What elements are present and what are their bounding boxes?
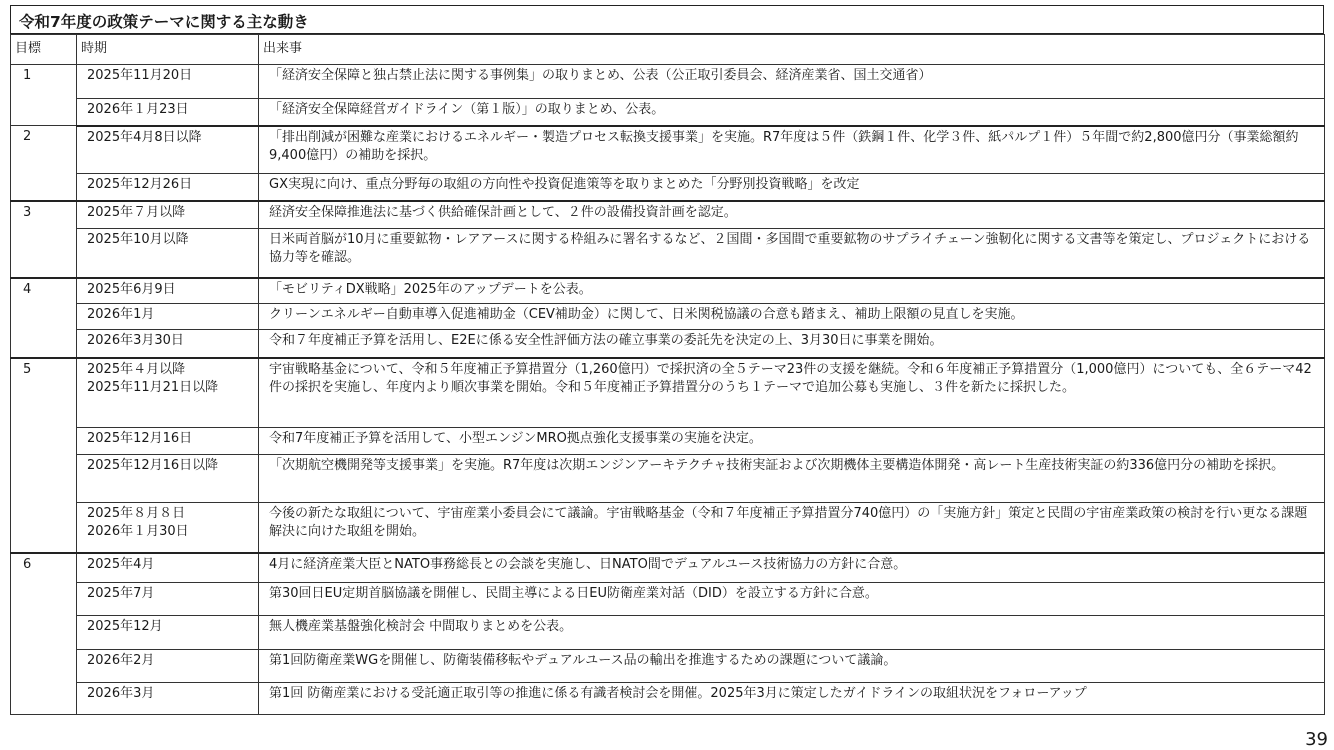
event-cell: 「次期航空機開発等支援事業」を実施。R7年度は次期エンジンアーキテクチャ技術実証および次期機体主要構造体開発・高レート生産技術実証の約336億円分の補助を採択。	[259, 455, 1325, 503]
period-cell: 2025年７月以降	[77, 201, 259, 229]
period-cell: 2025年10月以降	[77, 229, 259, 278]
event-cell: 4月に経済産業大臣とNATO事務総長との会談を実施し、日NATO間でデュアルユース技術協力の方針に合意。	[259, 553, 1325, 583]
period-cell: 2025年11月20日	[77, 65, 259, 99]
event-cell: 「排出削減が困難な産業におけるエネルギー・製造プロセス転換支援事業」を実施。R7年度は５件（鉄鋼１件、化学３件、紙パルプ１件）５年間で約2,800億円分（事業総額約9,400億円）の補助を採択。	[259, 126, 1325, 174]
table-row	[11, 278, 1325, 304]
period-cell: 2025年８月８日 2026年１月30日	[77, 503, 259, 553]
table-row	[11, 650, 1325, 683]
table-row	[11, 330, 1325, 358]
goal-cell: 1	[11, 65, 77, 126]
table-row	[11, 455, 1325, 503]
period-cell: 2025年12月16日	[77, 428, 259, 455]
table-header-row	[11, 35, 1325, 65]
table-row	[11, 683, 1325, 715]
event-cell: クリーンエネルギー自動車導入促進補助金（CEV補助金）に関して、日米関税協議の合意も踏まえ、補助上限額の見直しを実施。	[259, 304, 1325, 330]
event-cell: 「モビリティDX戦略」2025年のアップデートを公表。	[259, 278, 1325, 304]
period-cell: 2026年3月30日	[77, 330, 259, 358]
event-cell: 今後の新たな取組について、宇宙産業小委員会にて議論。宇宙戦略基金（令和７年度補正予算措置分740億円）の「実施方針」策定と民間の宇宙産業政策の検討を行い更なる課題解決に向けた取組を開始。	[259, 503, 1325, 553]
table-row	[11, 229, 1325, 278]
event-cell: 第1回防衛産業WGを開催し、防衛装備移転やデュアルユース品の輸出を推進するための課題について議論。	[259, 650, 1325, 683]
table-row	[11, 304, 1325, 330]
period-cell: 2025年12月26日	[77, 174, 259, 201]
event-cell: 経済安全保障推進法に基づく供給確保計画として、２件の設備投資計画を認定。	[259, 201, 1325, 229]
goal-cell: 6	[11, 553, 77, 715]
event-cell: GX実現に向け、重点分野毎の取組の方向性や投資促進策等を取りまとめた「分野別投資戦略」を改定	[259, 174, 1325, 201]
table-row	[11, 428, 1325, 455]
table-row	[11, 201, 1325, 229]
table-row	[11, 553, 1325, 583]
event-cell: 宇宙戦略基金について、令和５年度補正予算措置分（1,260億円）で採択済の全５テーマ23件の支援を継続。令和６年度補正予算措置分（1,000億円）についても、全６テーマ42件の採択を実施し、年度内より順次事業を開始。令和５年度補正予算措置分のうち１テーマで追加公募も実施し、３件を新たに採択した。	[259, 358, 1325, 428]
period-cell: 2025年4月8日以降	[77, 126, 259, 174]
goal-cell: 5	[11, 358, 77, 553]
period-cell: 2025年12月16日以降	[77, 455, 259, 503]
event-cell: 「経済安全保障と独占禁止法に関する事例集」の取りまとめ、公表（公正取引委員会、経済産業省、国土交通省）	[259, 65, 1325, 99]
period-cell: 2026年1月	[77, 304, 259, 330]
event-cell: 無人機産業基盤強化検討会 中間取りまとめを公表。	[259, 616, 1325, 650]
table-row	[11, 616, 1325, 650]
policy-events-table	[10, 34, 1325, 715]
period-cell: 2025年7月	[77, 583, 259, 616]
header-event: 出来事	[259, 35, 1325, 65]
event-cell: 令和7年度補正予算を活用して、小型エンジンMRO拠点強化支援事業の実施を決定。	[259, 428, 1325, 455]
goal-cell: 3	[11, 201, 77, 278]
event-cell: 日米両首脳が10月に重要鉱物・レアアースに関する枠組みに署名するなど、２国間・多国間で重要鉱物のサプライチェーン強靭化に関する文書等を策定し、プロジェクトにおける協力等を確認。	[259, 229, 1325, 278]
page-title: 令和7年度の政策テーマに関する主な動き	[10, 5, 1324, 34]
table-row	[11, 503, 1325, 553]
table-row	[11, 99, 1325, 126]
period-cell: 2025年４月以降 2025年11月21日以降	[77, 358, 259, 428]
table-row	[11, 358, 1325, 428]
period-cell: 2025年4月	[77, 553, 259, 583]
event-cell: 「経済安全保障経営ガイドライン（第１版）」の取りまとめ、公表。	[259, 99, 1325, 126]
header-goal: 目標	[11, 35, 77, 65]
page-number: 39	[1305, 729, 1328, 750]
table-row	[11, 65, 1325, 99]
table-row	[11, 126, 1325, 174]
period-cell: 2026年１月23日	[77, 99, 259, 126]
table-row	[11, 583, 1325, 616]
event-cell: 第30回日EU定期首脳協議を開催し、民間主導による日EU防衛産業対話（DID）を設立する方針に合意。	[259, 583, 1325, 616]
period-cell: 2026年3月	[77, 683, 259, 715]
event-cell: 第1回 防衛産業における受託適正取引等の推進に係る有識者検討会を開催。2025年3月に策定したガイドラインの取組状況をフォローアップ	[259, 683, 1325, 715]
goal-cell: 2	[11, 126, 77, 201]
period-cell: 2026年2月	[77, 650, 259, 683]
goal-cell: 4	[11, 278, 77, 358]
period-cell: 2025年6月9日	[77, 278, 259, 304]
table-row	[11, 174, 1325, 201]
header-period: 時期	[77, 35, 259, 65]
event-cell: 令和７年度補正予算を活用し、E2Eに係る安全性評価方法の確立事業の委託先を決定の上、3月30日に事業を開始。	[259, 330, 1325, 358]
period-cell: 2025年12月	[77, 616, 259, 650]
